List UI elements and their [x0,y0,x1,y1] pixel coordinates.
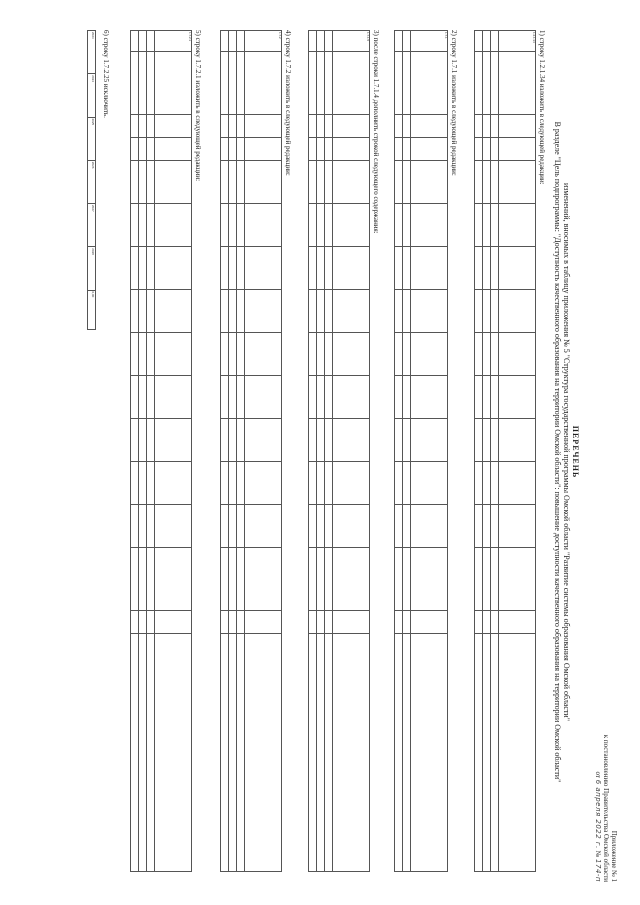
table-cell: 1.7.1 [411,31,448,52]
table-cell: 0,00 [88,290,96,330]
appendix-line-2: к постановлению Правительства Омской области [602,734,610,882]
table-row [155,31,192,872]
table-row-group [474,30,536,872]
section-label: 4) строку 1.7.2 изложить в следующей редакции: [284,30,292,176]
table-row [245,31,282,872]
table-cell: 2024 [88,74,96,117]
table-cell: 1.7.2 [245,31,282,52]
table-cell: 1.7.1.5 [333,31,370,52]
table-row-group [308,30,370,872]
appendix-line-3: от 6 апреля 2022 г. № 174-п [594,771,602,882]
table-row [499,31,536,872]
table-cell: 2023 [88,31,96,74]
appendix-header [594,622,618,882]
table-row [333,31,370,872]
table-cell: 1.7.2.1 [155,31,192,52]
year-values-table [87,30,96,330]
table-cell: 2025 [88,117,96,160]
table-cell: 2027 [88,204,96,247]
section-label: 1) строку 1.2.1.34 изложить в следующей редакции: [538,30,546,185]
appendix-line-1: Приложение № 1 [610,830,618,882]
title-line-2: В разделе "Цель подпрограммы: "Доступность качественного образования на территории Омской области": повышение доступности качественного образования на территории Омской области" [553,121,562,783]
section-label: 2) строку 1.7.1 изложить в следующей редакции: [450,30,458,176]
title-heading: ПЕРЕЧЕНЬ [571,425,580,479]
section-label: 3) после строки 1.7.1.4 дополнить строкой следующего содержания: [372,30,380,234]
table-row-group [394,30,448,872]
document-title [553,12,580,892]
table-row-group [130,30,192,872]
rotated-document [20,12,620,892]
table-row [88,31,96,330]
table-cell: 1.2.1.34 [499,31,536,52]
appendix-number-handwritten: 174-п [594,859,602,882]
section-label: 6) строку 1.7.2.25 исключить. [102,30,110,118]
appendix-date-handwritten: 6 апреля 2022 г. [594,779,602,849]
table-cell: 2028 [88,247,96,290]
table-row [411,31,448,872]
section-label: 5) строку 1.7.2.1 изложить в следующей редакции: [194,30,202,182]
table-cell: 2026 [88,160,96,203]
title-line-1: изменений, вносимых в таблицу приложения № 5 "Структура государственной программы Омской области "Развитие системы образования Омской области" [562,183,571,721]
table-row-group [220,30,282,872]
